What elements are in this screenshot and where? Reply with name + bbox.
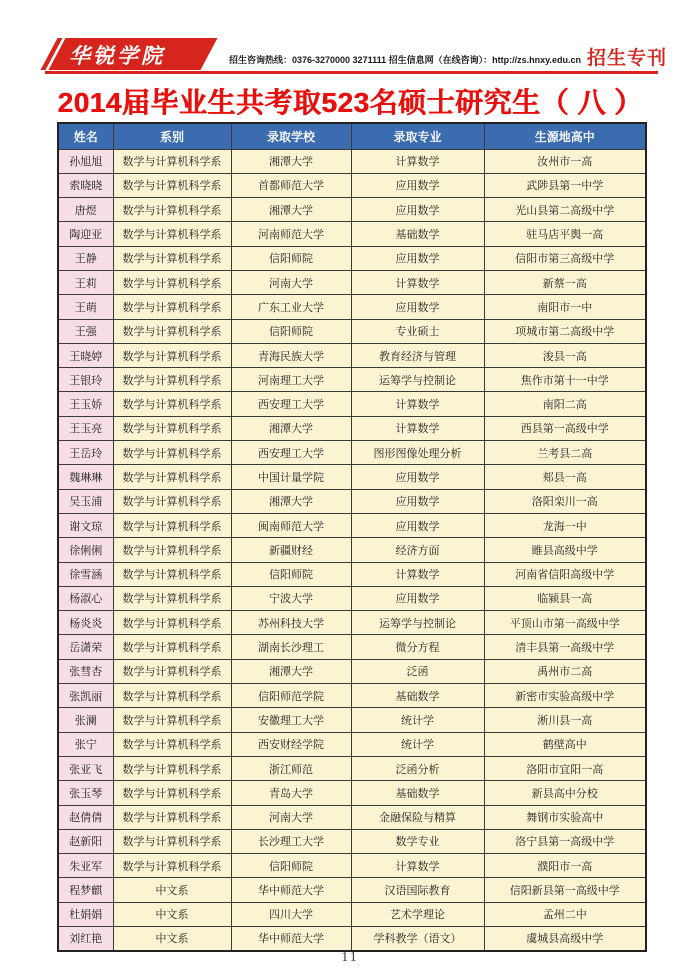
table-cell: 苏州科技大学 (231, 611, 351, 635)
table-row (58, 708, 646, 732)
student-name-cell: 张宁 (58, 732, 113, 756)
table-cell: 应用数学 (351, 246, 484, 270)
table-cell: 南阳二高 (484, 392, 646, 416)
table-cell: 基础数学 (351, 222, 484, 246)
table-cell: 龙海一中 (484, 513, 646, 537)
issue-badge: 招生专刊 (586, 47, 667, 69)
table-row (58, 854, 646, 878)
student-name-cell: 杨炎炎 (58, 611, 113, 635)
table-cell: 计算数学 (351, 562, 484, 586)
student-name-cell: 杜娟娟 (58, 902, 113, 926)
table-cell: 中文系 (113, 878, 231, 902)
table-row (58, 635, 646, 659)
table-row (58, 902, 646, 926)
table-cell: 应用数学 (351, 295, 484, 319)
student-name-cell: 赵新阳 (58, 829, 113, 853)
table-cell: 青岛大学 (231, 781, 351, 805)
table-cell: 数学与计算机科学系 (113, 756, 231, 780)
table-cell: 湘潭大学 (231, 416, 351, 440)
table-cell: 新密市实验高级中学 (484, 684, 646, 708)
table-cell: 湘潭大学 (231, 489, 351, 513)
table-cell: 数学与计算机科学系 (113, 441, 231, 465)
table-cell: 虞城县高级中学 (484, 927, 646, 951)
table-cell: 湘潭大学 (231, 149, 351, 173)
student-name-cell: 吴玉浦 (58, 489, 113, 513)
table-cell: 清丰县第一高级中学 (484, 635, 646, 659)
table-cell: 南阳市一中 (484, 295, 646, 319)
table-cell: 数学与计算机科学系 (113, 489, 231, 513)
table-cell: 洛阳市宜阳一高 (484, 756, 646, 780)
student-name-cell: 王静 (58, 246, 113, 270)
table-cell: 中文系 (113, 902, 231, 926)
table-cell: 鹤壁高中 (484, 732, 646, 756)
table-cell: 数学与计算机科学系 (113, 635, 231, 659)
student-name-cell: 唐煜 (58, 198, 113, 222)
student-name-cell: 孙旭旭 (58, 149, 113, 173)
student-name-cell: 魏琳琳 (58, 465, 113, 489)
table-cell: 泛函 (351, 659, 484, 683)
table-row (58, 465, 646, 489)
table-cell: 华中师范大学 (231, 878, 351, 902)
table-row (58, 441, 646, 465)
table-cell: 计算数学 (351, 854, 484, 878)
student-name-cell: 索晓晓 (58, 173, 113, 197)
table-cell: 洛宁县第一高级中学 (484, 829, 646, 853)
masthead (45, 38, 667, 70)
table-row (58, 586, 646, 610)
table-cell: 数学与计算机科学系 (113, 222, 231, 246)
table-cell: 舞钢市实验高中 (484, 805, 646, 829)
table-cell: 数学与计算机科学系 (113, 343, 231, 367)
table-cell: 新疆财经 (231, 538, 351, 562)
table-cell: 数学与计算机科学系 (113, 732, 231, 756)
table-cell: 湖南长沙理工 (231, 635, 351, 659)
table-cell: 汝州市一高 (484, 149, 646, 173)
column-header: 生源地高中 (484, 123, 646, 149)
table-cell: 应用数学 (351, 173, 484, 197)
student-name-cell: 王莉 (58, 270, 113, 294)
table-row (58, 781, 646, 805)
table-cell: 睢县高级中学 (484, 538, 646, 562)
table-row (58, 538, 646, 562)
table-cell: 汉语国际教育 (351, 878, 484, 902)
column-header: 录取学校 (231, 123, 351, 149)
table-cell: 金融保险与精算 (351, 805, 484, 829)
table-cell: 濮阳市一高 (484, 854, 646, 878)
table-cell: 数学与计算机科学系 (113, 513, 231, 537)
table-cell: 光山县第二高级中学 (484, 198, 646, 222)
table-cell: 河南理工大学 (231, 368, 351, 392)
column-header: 姓名 (58, 123, 113, 149)
table-cell: 数学与计算机科学系 (113, 173, 231, 197)
table-cell: 数学与计算机科学系 (113, 805, 231, 829)
student-name-cell: 王强 (58, 319, 113, 343)
table-row (58, 489, 646, 513)
table-cell: 数学与计算机科学系 (113, 684, 231, 708)
table-cell: 项城市第二高级中学 (484, 319, 646, 343)
table-row (58, 319, 646, 343)
page-number: 11 (341, 950, 359, 965)
student-name-cell: 王银玲 (58, 368, 113, 392)
student-name-cell: 谢文琼 (58, 513, 113, 537)
table-cell: 计算数学 (351, 392, 484, 416)
table-cell: 数学与计算机科学系 (113, 708, 231, 732)
table-cell: 平顶山市第一高级中学 (484, 611, 646, 635)
student-name-cell: 张亚飞 (58, 756, 113, 780)
table-row (58, 878, 646, 902)
table-cell: 专业硕士 (351, 319, 484, 343)
table-row (58, 756, 646, 780)
table-header-row (58, 123, 646, 149)
student-name-cell: 张凯丽 (58, 684, 113, 708)
table-cell: 数学与计算机科学系 (113, 319, 231, 343)
table-cell: 西县第一高级中学 (484, 416, 646, 440)
table-cell: 新县高中分校 (484, 781, 646, 805)
table-cell: 计算数学 (351, 416, 484, 440)
table-row (58, 562, 646, 586)
table-cell: 数学与计算机科学系 (113, 611, 231, 635)
table-cell: 华中师范大学 (231, 927, 351, 951)
table-cell: 首都师范大学 (231, 173, 351, 197)
table-cell: 宁波大学 (231, 586, 351, 610)
table-row (58, 684, 646, 708)
table-cell: 信阳市第三高级中学 (484, 246, 646, 270)
table-cell: 数学与计算机科学系 (113, 659, 231, 683)
table-cell: 统计学 (351, 708, 484, 732)
student-name-cell: 张澜 (58, 708, 113, 732)
table-row (58, 246, 646, 270)
table-cell: 计算数学 (351, 149, 484, 173)
table-cell: 运筹学与控制论 (351, 611, 484, 635)
student-name-cell: 岳潇荣 (58, 635, 113, 659)
table-cell: 闽南师范大学 (231, 513, 351, 537)
table-cell: 信阳师院 (231, 854, 351, 878)
table-cell: 图形图像处理分析 (351, 441, 484, 465)
student-name-cell: 程梦麒 (58, 878, 113, 902)
student-name-cell: 朱亚军 (58, 854, 113, 878)
table-cell: 基础数学 (351, 781, 484, 805)
table-cell: 数学与计算机科学系 (113, 586, 231, 610)
table-cell: 孟州二中 (484, 902, 646, 926)
table-cell: 数学与计算机科学系 (113, 562, 231, 586)
table-row (58, 611, 646, 635)
table-cell: 中文系 (113, 927, 231, 951)
column-header: 系别 (113, 123, 231, 149)
table-cell: 洛阳栾川一高 (484, 489, 646, 513)
table-row (58, 829, 646, 853)
table-cell: 数学与计算机科学系 (113, 854, 231, 878)
college-logo (45, 38, 223, 70)
table-cell: 河南大学 (231, 270, 351, 294)
table-cell: 河南省信阳高级中学 (484, 562, 646, 586)
table-cell: 河南大学 (231, 805, 351, 829)
table-cell: 数学专业 (351, 829, 484, 853)
college-logo-text: 华锐学院 (69, 43, 165, 68)
table-cell: 信阳新县第一高级中学 (484, 878, 646, 902)
table-row (58, 222, 646, 246)
table-row (58, 368, 646, 392)
column-header: 录取专业 (351, 123, 484, 149)
table-cell: 基础数学 (351, 684, 484, 708)
table-cell: 应用数学 (351, 198, 484, 222)
table-cell: 数学与计算机科学系 (113, 295, 231, 319)
table-cell: 信阳师院 (231, 319, 351, 343)
table-cell: 西安财经学院 (231, 732, 351, 756)
table-row (58, 513, 646, 537)
table-cell: 信阳师院 (231, 246, 351, 270)
table-row (58, 927, 646, 951)
table-cell: 艺术学理论 (351, 902, 484, 926)
table-cell: 四川大学 (231, 902, 351, 926)
table-row (58, 173, 646, 197)
table-cell: 禹州市二高 (484, 659, 646, 683)
student-name-cell: 徐俐俐 (58, 538, 113, 562)
page-title: 2014届毕业生共考取523名硕士研究生（ 八 ） (57, 87, 643, 118)
student-name-cell: 王岳玲 (58, 441, 113, 465)
table-cell: 运筹学与控制论 (351, 368, 484, 392)
table-cell: 河南师范大学 (231, 222, 351, 246)
table-cell: 应用数学 (351, 489, 484, 513)
table-cell: 数学与计算机科学系 (113, 392, 231, 416)
student-name-cell: 刘红艳 (58, 927, 113, 951)
student-name-cell: 张彗杏 (58, 659, 113, 683)
table-row (58, 805, 646, 829)
student-name-cell: 王玉娇 (58, 392, 113, 416)
table-cell: 广东工业大学 (231, 295, 351, 319)
table-cell: 教育经济与管理 (351, 343, 484, 367)
student-name-cell: 张玉琴 (58, 781, 113, 805)
table-cell: 经济方面 (351, 538, 484, 562)
graduate-roster-table (57, 122, 647, 952)
student-name-cell: 王萌 (58, 295, 113, 319)
table-cell: 学科教学（语文） (351, 927, 484, 951)
table-row (58, 270, 646, 294)
student-name-cell: 徐雪涵 (58, 562, 113, 586)
table-row (58, 659, 646, 683)
table-cell: 湘潭大学 (231, 198, 351, 222)
table-cell: 西安理工大学 (231, 392, 351, 416)
table-cell: 驻马店平舆一高 (484, 222, 646, 246)
table-cell: 泛函分析 (351, 756, 484, 780)
table-row (58, 416, 646, 440)
table-cell: 微分方程 (351, 635, 484, 659)
table-cell: 统计学 (351, 732, 484, 756)
table-cell: 数学与计算机科学系 (113, 781, 231, 805)
table-cell: 浚县一高 (484, 343, 646, 367)
masthead-divider (45, 71, 658, 74)
table-cell: 武陟县第一中学 (484, 173, 646, 197)
table-cell: 应用数学 (351, 586, 484, 610)
table-row (58, 198, 646, 222)
table-cell: 数学与计算机科学系 (113, 246, 231, 270)
table-cell: 数学与计算机科学系 (113, 149, 231, 173)
student-name-cell: 王玉亮 (58, 416, 113, 440)
admissions-contact-line: 招生咨询热线：0376-3270000 3271111 招生信息网（在线咨询）：http://zs.hnxy.edu.cn (229, 54, 581, 65)
student-name-cell: 陶迎亚 (58, 222, 113, 246)
table-cell: 中国计量学院 (231, 465, 351, 489)
table-body (58, 149, 646, 951)
table-cell: 数学与计算机科学系 (113, 416, 231, 440)
table-cell: 新蔡一高 (484, 270, 646, 294)
table-row (58, 295, 646, 319)
table-cell: 计算数学 (351, 270, 484, 294)
student-name-cell: 赵倩倩 (58, 805, 113, 829)
table-cell: 长沙理工大学 (231, 829, 351, 853)
student-name-cell: 王晓婷 (58, 343, 113, 367)
table-cell: 应用数学 (351, 513, 484, 537)
table-cell: 信阳师院 (231, 562, 351, 586)
table-cell: 数学与计算机科学系 (113, 198, 231, 222)
table-cell: 湘潭大学 (231, 659, 351, 683)
table-cell: 安徽理工大学 (231, 708, 351, 732)
table-cell: 应用数学 (351, 465, 484, 489)
table-cell: 数学与计算机科学系 (113, 270, 231, 294)
table-cell: 数学与计算机科学系 (113, 829, 231, 853)
table-cell: 青海民族大学 (231, 343, 351, 367)
table-cell: 浙江师范 (231, 756, 351, 780)
table-cell: 西安理工大学 (231, 441, 351, 465)
table-row (58, 732, 646, 756)
table-cell: 信阳师范学院 (231, 684, 351, 708)
table-row (58, 343, 646, 367)
table-cell: 临颍县一高 (484, 586, 646, 610)
table-cell: 淅川县一高 (484, 708, 646, 732)
table-row (58, 149, 646, 173)
table-cell: 郏县一高 (484, 465, 646, 489)
table-cell: 焦作市第十一中学 (484, 368, 646, 392)
table-cell: 数学与计算机科学系 (113, 465, 231, 489)
table-cell: 兰考县二高 (484, 441, 646, 465)
table-row (58, 392, 646, 416)
table-cell: 数学与计算机科学系 (113, 538, 231, 562)
table-cell: 数学与计算机科学系 (113, 368, 231, 392)
student-name-cell: 杨淑心 (58, 586, 113, 610)
